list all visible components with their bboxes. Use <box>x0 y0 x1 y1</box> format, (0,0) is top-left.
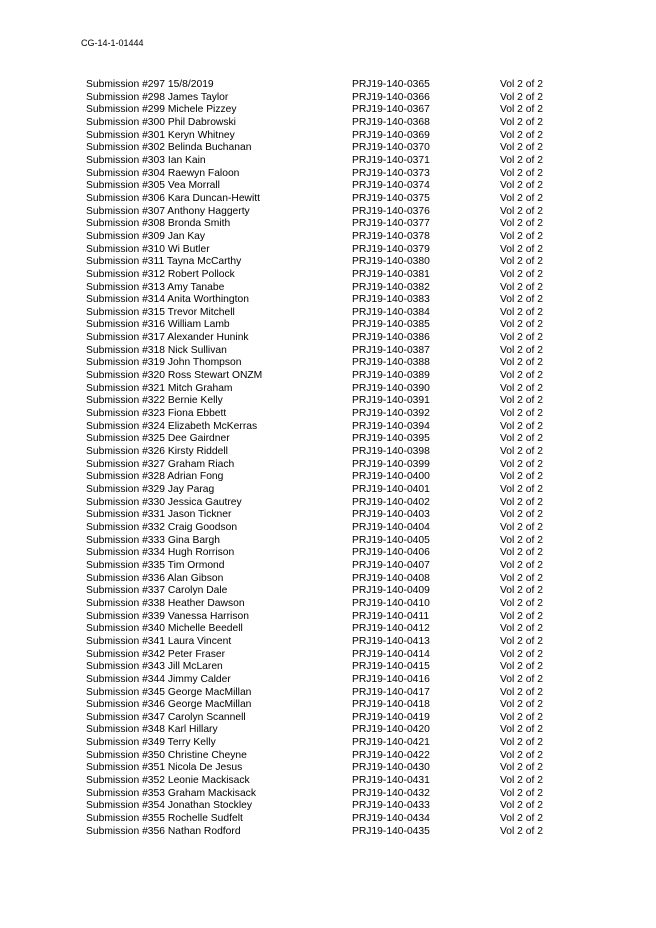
submission-row <box>86 256 566 269</box>
submission-reference: PRJ19-140-0376 <box>352 205 430 217</box>
submission-name: Submission #325 Dee Gairdner <box>86 433 230 445</box>
submission-row <box>86 446 566 459</box>
submission-volume: Vol 2 of 2 <box>500 458 543 470</box>
submission-row <box>86 724 566 737</box>
submission-name: Submission #352 Leonie Mackisack <box>86 775 250 787</box>
submission-volume: Vol 2 of 2 <box>500 357 543 369</box>
submission-row <box>86 269 566 282</box>
submission-reference: PRJ19-140-0414 <box>352 648 430 660</box>
submission-volume: Vol 2 of 2 <box>500 648 543 660</box>
submission-reference: PRJ19-140-0383 <box>352 294 430 306</box>
submission-volume: Vol 2 of 2 <box>500 332 543 344</box>
submission-row <box>86 750 566 763</box>
submission-name: Submission #305 Vea Morrall <box>86 180 220 192</box>
submission-reference: PRJ19-140-0389 <box>352 370 430 382</box>
submission-name: Submission #330 Jessica Gautrey <box>86 496 242 508</box>
submission-name: Submission #342 Peter Fraser <box>86 648 226 660</box>
submission-reference: PRJ19-140-0412 <box>352 623 430 635</box>
submission-row <box>86 509 566 522</box>
submission-name: Submission #304 Raewyn Faloon <box>86 167 240 179</box>
submission-name: Submission #298 James Taylor <box>86 91 229 103</box>
submission-row <box>86 218 566 231</box>
submission-row <box>86 813 566 826</box>
submission-volume: Vol 2 of 2 <box>500 79 543 90</box>
submission-row <box>86 826 566 839</box>
submission-name: Submission #336 Alan Gibson <box>86 572 224 584</box>
submission-volume: Vol 2 of 2 <box>500 471 543 483</box>
submission-reference: PRJ19-140-0377 <box>352 218 430 230</box>
submission-volume: Vol 2 of 2 <box>500 294 543 306</box>
submission-row <box>86 130 566 143</box>
submission-row <box>86 117 566 130</box>
submission-name: Submission #300 Phil Dabrowski <box>86 116 236 128</box>
submission-name: Submission #354 Jonathan Stockley <box>86 800 252 812</box>
submission-reference: PRJ19-140-0388 <box>352 357 430 369</box>
submission-row <box>86 699 566 712</box>
submission-volume: Vol 2 of 2 <box>500 813 543 825</box>
submission-row <box>86 421 566 434</box>
submission-reference: PRJ19-140-0395 <box>352 433 430 445</box>
submission-name: Submission #321 Mitch Graham <box>86 382 233 394</box>
submission-reference: PRJ19-140-0404 <box>352 521 430 533</box>
submission-row <box>86 623 566 636</box>
submission-reference: PRJ19-140-0385 <box>352 319 430 331</box>
submission-volume: Vol 2 of 2 <box>500 268 543 280</box>
submission-row <box>86 775 566 788</box>
submission-reference: PRJ19-140-0384 <box>352 306 430 318</box>
submission-reference: PRJ19-140-0408 <box>352 572 430 584</box>
submission-reference: PRJ19-140-0415 <box>352 661 430 673</box>
submission-row <box>86 307 566 320</box>
submission-row <box>86 598 566 611</box>
submission-name: Submission #311 Tayna McCarthy <box>86 256 242 268</box>
submission-name: Submission #334 Hugh Rorrison <box>86 547 235 559</box>
submission-reference: PRJ19-140-0407 <box>352 559 430 571</box>
submission-row <box>86 383 566 396</box>
submission-row <box>86 585 566 598</box>
submission-row <box>86 370 566 383</box>
submission-volume: Vol 2 of 2 <box>500 433 543 445</box>
submission-reference: PRJ19-140-0430 <box>352 762 430 774</box>
submission-reference: PRJ19-140-0422 <box>352 749 430 761</box>
submission-reference: PRJ19-140-0373 <box>352 167 430 179</box>
submission-volume: Vol 2 of 2 <box>500 218 543 230</box>
submission-volume: Vol 2 of 2 <box>500 395 543 407</box>
submission-name: Submission #309 Jan Kay <box>86 230 206 242</box>
submission-volume: Vol 2 of 2 <box>500 344 543 356</box>
submission-row <box>86 231 566 244</box>
submission-name: Submission #317 Alexander Hunink <box>86 332 249 344</box>
submission-row <box>86 282 566 295</box>
submission-reference: PRJ19-140-0421 <box>352 737 430 749</box>
submission-row <box>86 522 566 535</box>
submission-row <box>86 345 566 358</box>
submission-volume: Vol 2 of 2 <box>500 496 543 508</box>
submission-name: Submission #356 Nathan Rodford <box>86 825 241 837</box>
submission-reference: PRJ19-140-0382 <box>352 281 430 293</box>
submission-reference: PRJ19-140-0405 <box>352 534 430 546</box>
submission-volume: Vol 2 of 2 <box>500 585 543 597</box>
submission-name: Submission #340 Michelle Beedell <box>86 623 243 635</box>
submission-reference: PRJ19-140-0399 <box>352 458 430 470</box>
submission-volume: Vol 2 of 2 <box>500 256 543 268</box>
submission-row <box>86 244 566 257</box>
submission-name: Submission #299 Michele Pizzey <box>86 104 237 116</box>
submission-name: Submission #335 Tim Ormond <box>86 559 225 571</box>
submission-name: Submission #320 Ross Stewart ONZM <box>86 370 263 382</box>
submission-volume: Vol 2 of 2 <box>500 749 543 761</box>
submission-volume: Vol 2 of 2 <box>500 673 543 685</box>
submission-volume: Vol 2 of 2 <box>500 711 543 723</box>
submission-volume: Vol 2 of 2 <box>500 420 543 432</box>
submission-volume: Vol 2 of 2 <box>500 547 543 559</box>
submission-reference: PRJ19-140-0402 <box>352 496 430 508</box>
submission-volume: Vol 2 of 2 <box>500 180 543 192</box>
submission-name: Submission #324 Elizabeth McKerras <box>86 420 258 432</box>
submission-volume: Vol 2 of 2 <box>500 509 543 521</box>
submission-reference: PRJ19-140-0410 <box>352 597 430 609</box>
submission-name: Submission #302 Belinda Buchanan <box>86 142 252 154</box>
submission-volume: Vol 2 of 2 <box>500 787 543 799</box>
submission-name: Submission #333 Gina Bargh <box>86 534 220 546</box>
submission-reference: PRJ19-140-0390 <box>352 382 430 394</box>
submission-reference: PRJ19-140-0406 <box>352 547 430 559</box>
submission-row <box>86 497 566 510</box>
submission-volume: Vol 2 of 2 <box>500 724 543 736</box>
submission-volume: Vol 2 of 2 <box>500 484 543 495</box>
submission-name: Submission #322 Bernie Kelly <box>86 395 223 407</box>
submission-reference: PRJ19-140-0394 <box>352 420 430 432</box>
submission-volume: Vol 2 of 2 <box>500 116 543 128</box>
submission-row <box>86 104 566 117</box>
submission-volume: Vol 2 of 2 <box>500 623 543 635</box>
submission-name: Submission #326 Kirsty Riddell <box>86 446 228 458</box>
submission-volume: Vol 2 of 2 <box>500 167 543 179</box>
submission-volume: Vol 2 of 2 <box>500 319 543 331</box>
submission-name: Submission #318 Nick Sullivan <box>86 344 227 356</box>
submission-reference: PRJ19-140-0416 <box>352 673 430 685</box>
submission-volume: Vol 2 of 2 <box>500 104 543 116</box>
submission-row <box>86 674 566 687</box>
submission-volume: Vol 2 of 2 <box>500 699 543 711</box>
submission-volume: Vol 2 of 2 <box>500 534 543 546</box>
submission-row <box>86 459 566 472</box>
submission-reference: PRJ19-140-0411 <box>352 610 430 622</box>
submission-reference: PRJ19-140-0431 <box>352 775 430 787</box>
submission-name: Submission #339 Vanessa Harrison <box>86 610 249 622</box>
submission-volume: Vol 2 of 2 <box>500 737 543 749</box>
submission-reference: PRJ19-140-0409 <box>352 585 430 597</box>
submission-name: Submission #307 Anthony Haggerty <box>86 205 250 217</box>
submission-row <box>86 762 566 775</box>
submission-name: Submission #310 Wi Butler <box>86 243 210 255</box>
submission-row <box>86 168 566 181</box>
submission-reference: PRJ19-140-0391 <box>352 395 430 407</box>
submission-reference: PRJ19-140-0380 <box>352 256 430 268</box>
submission-name: Submission #312 Robert Pollock <box>86 268 235 280</box>
submission-name: Submission #327 Graham Riach <box>86 458 235 470</box>
submission-name: Submission #328 Adrian Fong <box>86 471 224 483</box>
submission-name: Submission #303 Ian Kain <box>86 154 206 166</box>
submission-name: Submission #306 Kara Duncan-Hewitt <box>86 192 260 204</box>
submission-reference: PRJ19-140-0418 <box>352 699 430 711</box>
submission-volume: Vol 2 of 2 <box>500 559 543 571</box>
submission-reference: PRJ19-140-0368 <box>352 116 430 128</box>
submission-volume: Vol 2 of 2 <box>500 775 543 787</box>
submission-row <box>86 92 566 105</box>
submission-name: Submission #353 Graham Mackisack <box>86 787 256 799</box>
submission-row <box>86 395 566 408</box>
submission-volume: Vol 2 of 2 <box>500 762 543 774</box>
submission-volume: Vol 2 of 2 <box>500 370 543 382</box>
submission-row <box>86 712 566 725</box>
submission-volume: Vol 2 of 2 <box>500 142 543 154</box>
submission-name: Submission #323 Fiona Ebbett <box>86 408 227 420</box>
submission-name: Submission #348 Karl Hillary <box>86 724 218 736</box>
submission-reference: PRJ19-140-0378 <box>352 230 430 242</box>
submission-volume: Vol 2 of 2 <box>500 306 543 318</box>
submission-name: Submission #344 Jimmy Calder <box>86 673 231 685</box>
submission-row <box>86 636 566 649</box>
submission-reference: PRJ19-140-0435 <box>352 825 430 837</box>
submission-row <box>86 800 566 813</box>
submission-name: Submission #347 Carolyn Scannell <box>86 711 246 723</box>
submission-name: Submission #332 Craig Goodson <box>86 521 238 533</box>
submission-name: Submission #349 Terry Kelly <box>86 737 216 749</box>
submission-row <box>86 661 566 674</box>
submission-reference: PRJ19-140-0392 <box>352 408 430 420</box>
submission-reference: PRJ19-140-0420 <box>352 724 430 736</box>
submission-name: Submission #331 Jason Tickner <box>86 509 232 521</box>
submission-reference: PRJ19-140-0400 <box>352 471 430 483</box>
submission-reference: PRJ19-140-0365 <box>352 79 430 90</box>
submission-row <box>86 560 566 573</box>
submission-reference: PRJ19-140-0432 <box>352 787 430 799</box>
submission-volume: Vol 2 of 2 <box>500 129 543 141</box>
submission-volume: Vol 2 of 2 <box>500 610 543 622</box>
submission-name: Submission #308 Bronda Smith <box>86 218 231 230</box>
submission-row <box>86 332 566 345</box>
submission-reference: PRJ19-140-0401 <box>352 484 430 495</box>
submission-name: Submission #316 William Lamb <box>86 319 230 331</box>
submission-reference: PRJ19-140-0403 <box>352 509 430 521</box>
submission-name: Submission #343 Jill McLaren <box>86 661 223 673</box>
submission-volume: Vol 2 of 2 <box>500 446 543 458</box>
submission-reference: PRJ19-140-0369 <box>352 129 430 141</box>
submission-row <box>86 737 566 750</box>
submission-row <box>86 357 566 370</box>
submission-volume: Vol 2 of 2 <box>500 597 543 609</box>
submission-name: Submission #350 Christine Cheyne <box>86 749 247 761</box>
submission-row <box>86 788 566 801</box>
submission-volume: Vol 2 of 2 <box>500 230 543 242</box>
submission-name: Submission #341 Laura Vincent <box>86 635 232 647</box>
submission-name: Submission #319 John Thompson <box>86 357 242 369</box>
submission-reference: PRJ19-140-0419 <box>352 711 430 723</box>
submission-reference: PRJ19-140-0366 <box>352 91 430 103</box>
submission-name: Submission #337 Carolyn Dale <box>86 585 228 597</box>
submission-row <box>86 206 566 219</box>
submission-volume: Vol 2 of 2 <box>500 154 543 166</box>
submission-name: Submission #313 Amy Tanabe <box>86 281 225 293</box>
submission-volume: Vol 2 of 2 <box>500 635 543 647</box>
submission-volume: Vol 2 of 2 <box>500 521 543 533</box>
submission-reference: PRJ19-140-0434 <box>352 813 430 825</box>
submission-row <box>86 408 566 421</box>
submission-row <box>86 547 566 560</box>
document-reference: CG-14-1-01444 <box>81 38 144 48</box>
submission-row <box>86 687 566 700</box>
submission-row <box>86 142 566 155</box>
submission-name: Submission #315 Trevor Mitchell <box>86 306 235 318</box>
submission-row <box>86 573 566 586</box>
submission-row <box>86 649 566 662</box>
submission-name: Submission #346 George MacMillan <box>86 699 252 711</box>
submission-reference: PRJ19-140-0417 <box>352 686 430 698</box>
submission-reference: PRJ19-140-0398 <box>352 446 430 458</box>
submission-reference: PRJ19-140-0374 <box>352 180 430 192</box>
submission-volume: Vol 2 of 2 <box>500 572 543 584</box>
submission-row <box>86 155 566 168</box>
submission-volume: Vol 2 of 2 <box>500 281 543 293</box>
submission-reference: PRJ19-140-0375 <box>352 192 430 204</box>
submission-volume: Vol 2 of 2 <box>500 91 543 103</box>
submission-name: Submission #301 Keryn Whitney <box>86 129 235 141</box>
submission-reference: PRJ19-140-0371 <box>352 154 430 166</box>
submission-row <box>86 180 566 193</box>
submission-volume: Vol 2 of 2 <box>500 382 543 394</box>
submission-reference: PRJ19-140-0413 <box>352 635 430 647</box>
submission-list <box>86 79 566 838</box>
submission-row <box>86 611 566 624</box>
submission-row <box>86 193 566 206</box>
submission-volume: Vol 2 of 2 <box>500 686 543 698</box>
submission-name: Submission #297 15/8/2019 <box>86 79 214 90</box>
submission-volume: Vol 2 of 2 <box>500 205 543 217</box>
submission-reference: PRJ19-140-0433 <box>352 800 430 812</box>
submission-row <box>86 319 566 332</box>
submission-name: Submission #329 Jay Parag <box>86 484 215 495</box>
submission-row <box>86 433 566 446</box>
submission-row <box>86 484 566 497</box>
submission-row <box>86 79 566 92</box>
submission-name: Submission #338 Heather Dawson <box>86 597 245 609</box>
submission-row <box>86 471 566 484</box>
submission-volume: Vol 2 of 2 <box>500 243 543 255</box>
submission-volume: Vol 2 of 2 <box>500 800 543 812</box>
submission-volume: Vol 2 of 2 <box>500 825 543 837</box>
submission-reference: PRJ19-140-0379 <box>352 243 430 255</box>
submission-name: Submission #351 Nicola De Jesus <box>86 762 243 774</box>
submission-name: Submission #314 Anita Worthington <box>86 294 249 306</box>
submission-name: Submission #355 Rochelle Sudfelt <box>86 813 243 825</box>
submission-name: Submission #345 George MacMillan <box>86 686 252 698</box>
submission-volume: Vol 2 of 2 <box>500 408 543 420</box>
submission-reference: PRJ19-140-0370 <box>352 142 430 154</box>
submission-reference: PRJ19-140-0381 <box>352 268 430 280</box>
submission-reference: PRJ19-140-0367 <box>352 104 430 116</box>
submission-volume: Vol 2 of 2 <box>500 192 543 204</box>
submission-reference: PRJ19-140-0386 <box>352 332 430 344</box>
submission-row <box>86 535 566 548</box>
submission-volume: Vol 2 of 2 <box>500 661 543 673</box>
submission-row <box>86 294 566 307</box>
submission-reference: PRJ19-140-0387 <box>352 344 430 356</box>
